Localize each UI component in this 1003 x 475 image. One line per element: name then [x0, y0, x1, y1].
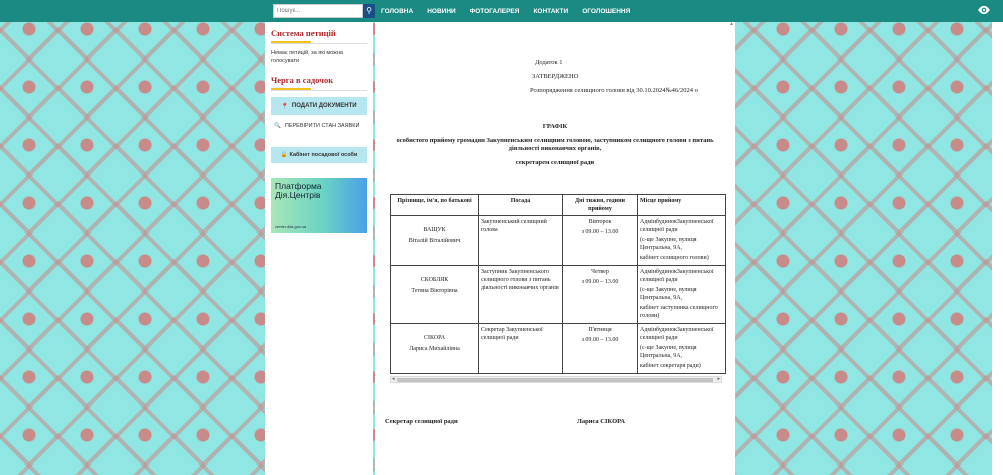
page-scrollbar[interactable]: [992, 22, 1003, 475]
check-status-link[interactable]: [274, 123, 367, 129]
diia-banner[interactable]: [271, 178, 367, 233]
divider: [271, 43, 367, 44]
table-header-row: [391, 195, 726, 216]
cell-place: [638, 266, 726, 324]
cabinet-button[interactable]: [271, 147, 367, 163]
day: Вівторок: [588, 219, 612, 225]
given-name: Віталій Віталійович: [408, 238, 461, 244]
lock-icon: 🔒: [280, 152, 288, 158]
day: Четвер: [591, 269, 609, 275]
hours: з 09.00 – 13.00: [581, 229, 619, 235]
horizontal-scrollbar[interactable]: [390, 376, 722, 383]
scroll-right-arrow[interactable]: ▸: [717, 377, 720, 382]
approved-label: ЗАТВЕРДЖЕНО: [532, 73, 579, 80]
table-row: [391, 266, 726, 324]
annex-label: Додаток 1: [535, 59, 563, 66]
place-building: АдмінбудинокЗакупненської селищної ради: [640, 327, 714, 341]
order-label: Розпорядження селищного голови від 30.10.2024№46/2024 о: [530, 87, 698, 94]
scrollbar-thumb[interactable]: [397, 378, 713, 382]
table-row: [391, 324, 726, 374]
pin-icon: 📍: [281, 103, 289, 110]
cell-name: [391, 324, 479, 374]
place-address: (с-ще Закупне, вулиця Центральна, 9А,: [640, 237, 697, 251]
eye-icon[interactable]: [977, 3, 993, 19]
main-content: [375, 22, 735, 475]
scroll-left-arrow[interactable]: ◂: [392, 377, 395, 382]
doc-subtitle: особистого прийому громадян Закупненським селищним головою, заступником селищного голови з питань діяльності виконавчих органів,: [396, 137, 714, 152]
nav-home[interactable]: ГОЛОВНА: [381, 7, 414, 15]
place-address: (с-ще Закупне, вулиця Центральна, 9А,: [640, 345, 697, 359]
banner-url: center.diia.gov.ua: [275, 224, 307, 229]
sidebar: [265, 22, 373, 475]
header-position: Посада: [479, 195, 563, 216]
cell-position: Заступник Закупненського селищного голови з питань діяльності виконавчих органів: [479, 266, 563, 324]
place-building: АдмінбудинокЗакупненської селищної ради: [640, 269, 714, 283]
main-nav: [381, 0, 630, 22]
search-input[interactable]: [273, 4, 363, 18]
hours: з 09.00 – 13.00: [581, 337, 619, 343]
submit-documents-label: ПОДАТИ ДОКУМЕНТИ: [291, 103, 357, 109]
submit-documents-button[interactable]: [271, 97, 367, 115]
signature-position: Секретар селищної ради: [385, 418, 458, 425]
search-form: [273, 4, 375, 18]
divider: [271, 90, 367, 91]
place-office: кабінет секретаря ради): [640, 363, 701, 369]
cell-name: [391, 216, 479, 266]
header-name: Прізвище, ім'я, по батькові: [391, 195, 479, 216]
doc-subtitle-2: секретарем селищної ради: [515, 159, 595, 166]
scroll-up-arrow[interactable]: ▲: [729, 22, 734, 27]
place-office: кабінет заступника селищного голови): [640, 305, 718, 319]
cabinet-label: Кабінет посадової особи: [289, 152, 358, 158]
cell-place: [638, 216, 726, 266]
kindergarten-title: Черга в садочок: [271, 75, 334, 85]
surname: СІКОРА: [423, 335, 446, 341]
cell-days: [563, 324, 638, 374]
surname: СКОБЛЯК: [420, 277, 449, 283]
table-row: [391, 216, 726, 266]
given-name: Тетяна Вікторівна: [411, 288, 458, 294]
nav-news[interactable]: НОВИНИ: [427, 7, 456, 15]
place-address: (с-ще Закупне, вулиця Центральна, 9А,: [640, 287, 697, 301]
nav-contacts[interactable]: КОНТАКТИ: [533, 7, 569, 15]
search-icon: ⚲: [366, 6, 372, 15]
day: П'ятниця: [588, 327, 612, 333]
top-navbar: [0, 0, 1003, 22]
hours: з 09.00 – 13.00: [581, 279, 619, 285]
schedule-table: [390, 194, 726, 374]
banner-title: Платформа Дія.Центрів: [275, 181, 322, 200]
place-building: АдмінбудинокЗакупненської селищної ради: [640, 219, 714, 233]
signature-name: Лариса СІКОРА: [577, 418, 625, 425]
petitions-title: Система петицій: [271, 28, 336, 38]
cell-name: [391, 266, 479, 324]
surname: ВАЩУК: [423, 227, 446, 233]
header-days: Дні тижня, години прийому: [563, 195, 638, 216]
doc-title: ГРАФІК: [542, 123, 568, 130]
nav-announcements[interactable]: ОГОЛОШЕННЯ: [582, 7, 631, 15]
cell-place: [638, 324, 726, 374]
place-office: кабінет селищного голови): [640, 255, 709, 261]
search-button[interactable]: [363, 4, 375, 18]
nav-gallery[interactable]: ФОТОГАЛЕРЕЯ: [469, 7, 520, 15]
magnifier-icon: 🔍: [274, 123, 281, 129]
cell-days: [563, 216, 638, 266]
cell-days: [563, 266, 638, 324]
given-name: Лариса Михайлівна: [409, 346, 460, 352]
header-place: Місце прийому: [638, 195, 726, 216]
check-status-label: ПЕРЕВІРИТИ СТАН ЗАЯВКИ: [284, 123, 360, 129]
petitions-text: Немає петицій, за які можна голосувати: [271, 50, 343, 64]
cell-position: Секретар Закупненської селищної ради: [479, 324, 563, 374]
cell-position: Закупненський селищний голова: [479, 216, 563, 266]
